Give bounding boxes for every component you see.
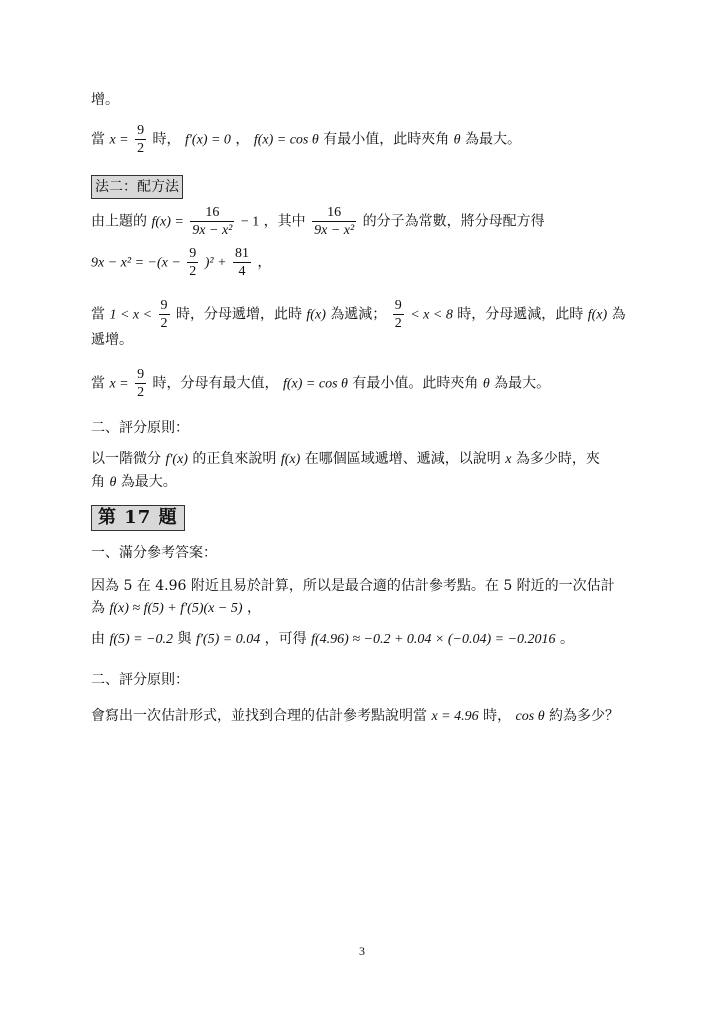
text-line: [91, 366, 550, 401]
math-expression: f′(x) = 0: [184, 132, 231, 148]
text-fragment: 時，: [152, 131, 181, 148]
math-expression: f(x): [306, 307, 326, 323]
answer-title: 一、滿分參考答案：: [91, 545, 217, 561]
section-title: [91, 670, 189, 690]
math-expression: − 1: [240, 214, 260, 230]
fraction: [135, 366, 146, 401]
text-fragment: 。: [559, 631, 574, 647]
text-fragment: 時，分母遞減，此時: [457, 306, 584, 323]
text-line: [91, 449, 600, 470]
text-fragment: ，: [257, 254, 272, 271]
numerator: 9: [160, 298, 168, 313]
math-expression: cos θ: [515, 709, 545, 724]
denominator: 2: [137, 141, 145, 156]
math-expression: f(x) = cos θ: [282, 376, 348, 392]
text-fragment: ，: [246, 600, 261, 616]
numerator: 16: [190, 204, 234, 222]
text-fragment: 有最小值，此時夾角: [323, 131, 450, 148]
text-fragment: 以一階微分: [91, 451, 161, 467]
text-line: [91, 90, 119, 110]
fraction: [393, 297, 404, 332]
text-fragment: 時，: [483, 708, 512, 724]
math-expression: x =: [109, 132, 129, 148]
question-heading: 第 17 題: [91, 505, 185, 531]
text-fragment: 會寫出一次估計形式，並找到合理的估計參考點說明當: [91, 708, 427, 724]
fraction: [190, 204, 234, 239]
denominator: 9x − x²: [192, 223, 233, 238]
text-fragment: 為: [91, 600, 105, 616]
math-expression: f(4.96) ≈ −0.2 + 0.04 × (−0.04) = −0.2016: [311, 632, 556, 647]
text-fragment: 為最大。: [120, 474, 177, 490]
text-fragment: 的正負來說明: [192, 451, 277, 467]
text-line: [91, 576, 615, 596]
math-symbol: x: [505, 452, 512, 467]
text-line: [91, 706, 619, 727]
text-fragment: 由: [91, 631, 105, 647]
denominator: 2: [394, 316, 402, 331]
math-expression: < x < 8: [410, 307, 453, 323]
math-expression: x =: [109, 376, 129, 392]
text-fragment: 與: [177, 631, 192, 647]
section-title: [91, 418, 189, 438]
denominator: 4: [238, 264, 246, 279]
text-fragment: 為最大。: [465, 131, 521, 148]
method-heading: 法二：配方法: [91, 175, 183, 199]
text-line: [91, 204, 545, 239]
text-fragment: 增。: [91, 92, 119, 108]
math-symbol: θ: [453, 132, 461, 148]
text-fragment: 因為 5 在 4.96 附近且易於計算，所以是最合適的估計參考點。在 5 附近的一次估計: [91, 578, 615, 594]
math-expression: f(x): [280, 452, 301, 467]
text-fragment: 時，分母有最大值，: [152, 375, 279, 392]
text-fragment: 的分子為常數，將分母配方得: [362, 213, 545, 230]
denominator: 2: [189, 264, 197, 279]
text-line: [91, 297, 626, 332]
text-fragment: 由上題的: [91, 213, 147, 230]
math-expression: )² +: [204, 255, 227, 271]
fraction: [135, 122, 146, 157]
numerator: 16: [312, 204, 356, 222]
section-label: [91, 175, 183, 199]
grading-title: 二、評分原則：: [91, 672, 189, 688]
text-line: [91, 629, 574, 650]
text-fragment: 約為多少？: [549, 708, 620, 724]
denominator: 2: [137, 385, 145, 400]
text-line: [91, 122, 521, 157]
math-symbol: θ: [109, 475, 117, 490]
text-fragment: 為最大。: [494, 375, 551, 392]
math-expression: 1 < x <: [109, 307, 153, 323]
text-fragment: ，其中: [263, 213, 306, 230]
math-expression: f′(x): [165, 452, 188, 467]
math-expression: x = 4.96: [431, 709, 479, 724]
text-line: [91, 330, 133, 350]
text-fragment: 當: [91, 131, 105, 148]
numerator: 9: [189, 246, 197, 261]
section-title: [91, 543, 217, 563]
math-expression: f(x) =: [151, 214, 184, 230]
numerator: 9: [137, 123, 145, 138]
text-fragment: 有最小值。此時夾角: [352, 375, 479, 392]
math-expression: f(x) = cos θ: [253, 132, 319, 148]
math-expression: f(x): [587, 307, 608, 323]
text-fragment: 為多少時，夾: [515, 451, 600, 467]
text-fragment: ，可得: [264, 631, 307, 647]
math-expression: 9x − x² = −(x −: [91, 255, 181, 271]
question-heading-row: [91, 505, 185, 531]
fraction: [159, 297, 170, 332]
fraction: [233, 245, 251, 280]
text-fragment: 為遞減；: [330, 306, 387, 323]
numerator: 81: [234, 246, 249, 261]
math-expression: f(5) = −0.2: [109, 632, 174, 647]
denominator: 2: [160, 316, 168, 331]
text-fragment: 遞增。: [91, 332, 133, 348]
math-expression: f(x) ≈ f(5) + f′(5)(x − 5): [109, 601, 243, 616]
text-line: [91, 245, 271, 280]
text-fragment: ，: [235, 131, 250, 148]
text-line: [91, 472, 177, 493]
text-fragment: 在哪個區域遞增、遞減，以說明: [304, 451, 501, 467]
fraction: [312, 204, 356, 239]
text-line: [91, 598, 261, 619]
text-fragment: 當: [91, 306, 105, 323]
text-fragment: 為: [611, 306, 626, 323]
grading-title: 二、評分原則：: [91, 420, 189, 436]
text-fragment: 角: [91, 474, 105, 490]
page-number: 3: [359, 944, 365, 958]
math-expression: f′(5) = 0.04: [195, 632, 261, 647]
fraction: [187, 245, 198, 280]
text-fragment: 時，分母遞增，此時: [175, 306, 302, 323]
numerator: 9: [394, 298, 402, 313]
numerator: 9: [137, 367, 145, 382]
math-symbol: θ: [482, 376, 490, 392]
text-fragment: 當: [91, 375, 105, 392]
denominator: 9x − x²: [314, 223, 355, 238]
